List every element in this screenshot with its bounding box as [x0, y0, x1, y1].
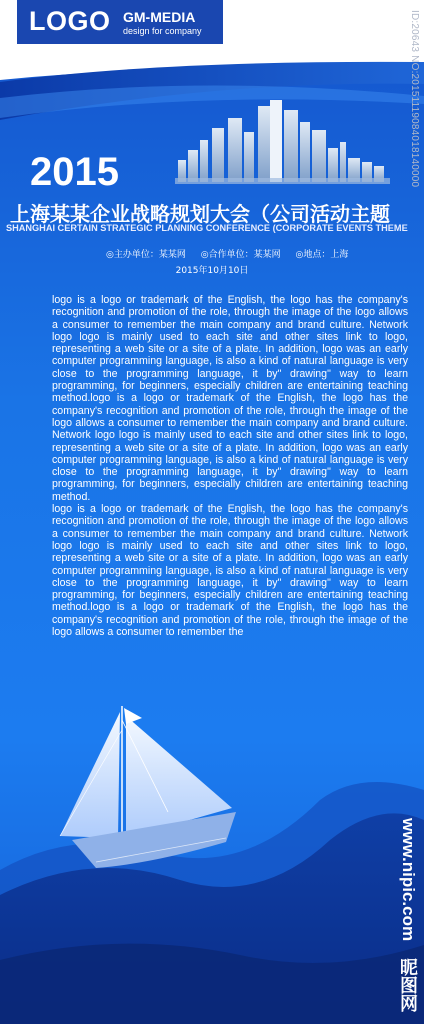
image-id-watermark: ID:20643 NO:20151119084018140000: [409, 10, 420, 188]
site-watermark: www.nipic.com: [399, 818, 418, 942]
event-cohost: ◎合作单位：某某网: [200, 250, 281, 260]
logo-block: [17, 0, 223, 44]
body-paragraph-1: logo is a logo or trademark of the English, the logo has the company's recognition and promotion of the role, through the image of the logo allows a consumer to remember the main company and brand culture. Network logo logo is mainly used to each site and other sites link to logo, representing a web site or a site of a plate. In addition, logo was an early computer programming language, is also a kind of natural language is very close to the programming language, it by" drawing" way to learn programming, for beginners, especially children are entertaining teaching method.logo is a logo or trademark of the English, the logo has the company's recognition and promotion of the role, through the image of the logo allows a consumer to remember the main company and brand culture. Network logo logo is mainly used to each site and other sites link to logo, representing a web site or a site of a plate. In addition, logo was an early computer programming language, is also a kind of natural language is very close to the programming language, it by" drawing" way to learn programming, for beginners, especially children are entertaining teaching method.: [52, 294, 408, 503]
logo-word: LOGO: [29, 6, 111, 36]
event-date: 2015年10月10日: [175, 266, 249, 276]
logo-tagline: design for company: [123, 26, 202, 36]
event-host: ◎主办单位：某某网: [106, 250, 186, 260]
body-paragraph-2: logo is a logo or trademark of the English, the logo has the company's recognition and promotion of the role, through the image of the logo allows a consumer to remember the main company and brand culture. Network logo logo is mainly used to each site and other sites link to logo, representing a web site or a site of a plate. In addition, logo was an early computer programming language, is also a kind of natural language is very close to the programming language, it by" drawing" way to learn programming, for beginners, especially children are entertaining teaching method.logo is a logo or trademark of the English, the logo has the company's recognition and promotion of the role, through the image of the logo allows a consumer to remember the: [52, 503, 408, 639]
body-text: [52, 294, 408, 638]
site-watermark-chinese: 昵图网: [397, 958, 418, 1012]
event-info-line: [106, 247, 360, 260]
logo-brand-name: GM-MEDIA: [123, 9, 196, 25]
event-title-chinese: 上海某某企业战略规划大会（公司活动主题: [10, 202, 390, 226]
event-year: 2015: [30, 150, 119, 194]
event-title-english: SHANGHAI CERTAIN STRATEGIC PLANNING CONFERENCE (CORPORATE EVENTS THEME: [6, 223, 408, 233]
event-location: ◎地点：上海: [295, 250, 349, 260]
